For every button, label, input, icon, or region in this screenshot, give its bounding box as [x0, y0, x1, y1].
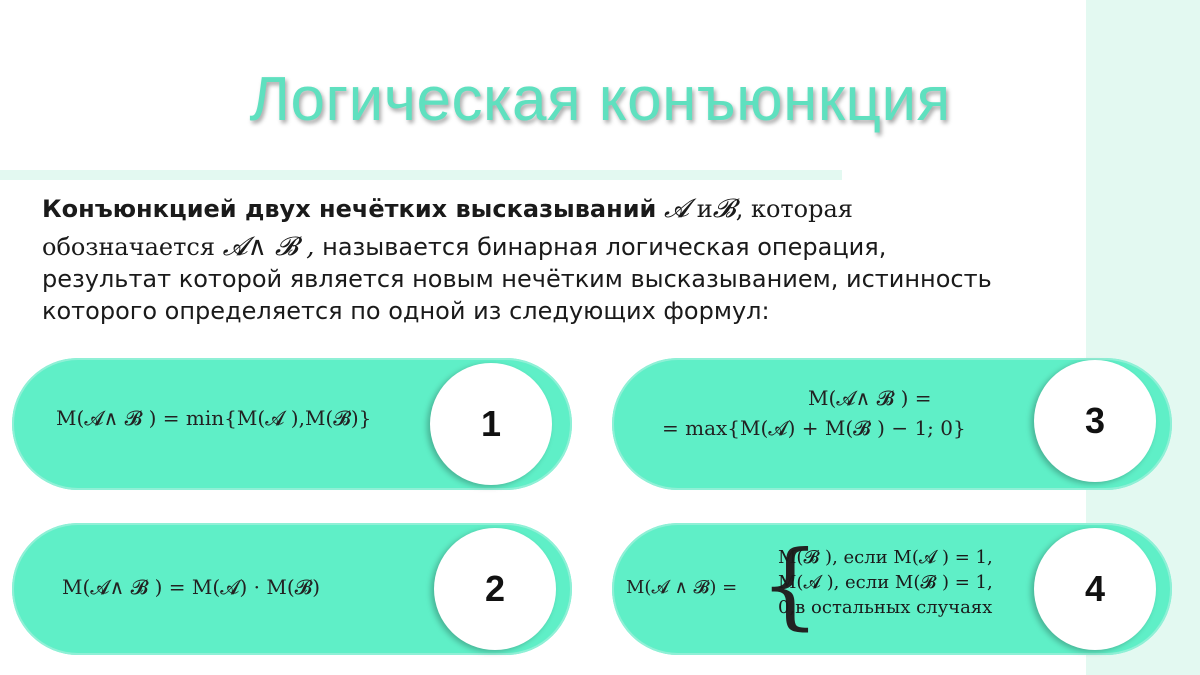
definition-line-1: Конъюнкцией двух нечётких высказываний 𝓐 и𝓑, которая: [42, 194, 853, 224]
formula-number-1: 1: [430, 363, 552, 485]
formula-4-brace: {: [760, 531, 820, 640]
formula-number-2: 2: [434, 528, 556, 650]
page-title: Логическая конъюнкция: [249, 65, 951, 134]
formula-3-line-1: M(𝓐∧ 𝓑 ) =: [808, 386, 932, 410]
title-underline: [0, 170, 842, 180]
formula-2-text: M(𝓐∧ 𝓑 ) = M(𝓐) · M(𝓑): [62, 575, 321, 599]
formula-4-cases: [778, 545, 993, 620]
formula-number-4: 4: [1034, 528, 1156, 650]
definition-paragraph: [42, 193, 1082, 327]
formula-4-case-3: 0,в остальных случаях: [778, 597, 993, 618]
definition-line-2: обозначается 𝓐∧ 𝓑 , называется бинарная логическая операция,: [42, 232, 887, 262]
formula-number-3: 3: [1034, 360, 1156, 482]
definition-line-4: которого определяется по одной из следующих формул:: [42, 297, 770, 325]
formula-4-case-2: M(𝓐 ), если M(𝓑 ) = 1,: [778, 572, 993, 593]
formula-3-line-2: = max{M(𝓐) + M(𝓑 ) − 1; 0}: [662, 416, 966, 440]
formula-4-lhs: M(𝓐 ∧ 𝓑) =: [626, 577, 738, 598]
formula-1-text: M(𝓐∧ 𝓑 ) = min{M(𝓐 ),M(𝓑)}: [56, 406, 372, 430]
definition-line-3: результат которой является новым нечётким высказыванием, истинность: [42, 265, 992, 293]
formula-4-case-1: M(𝓑 ), если M(𝓐 ) = 1,: [778, 547, 993, 568]
